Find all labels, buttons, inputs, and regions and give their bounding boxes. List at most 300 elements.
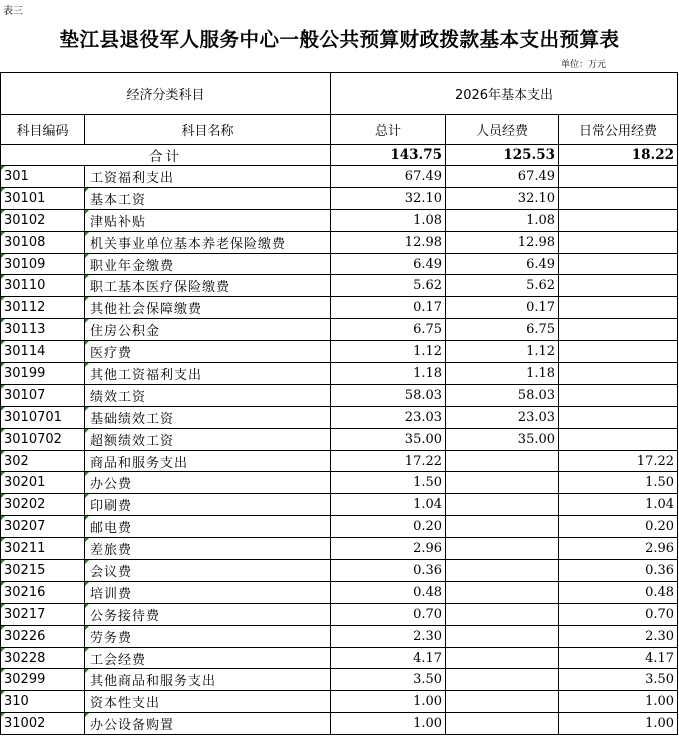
subject-name-cell <box>85 253 331 275</box>
subject-name-cell-text: 其他社会保障缴费 <box>90 302 203 318</box>
public-cell-text: 0.36 <box>645 562 675 578</box>
subject-code-cell-text: 30217 <box>4 606 46 622</box>
personnel-cell <box>446 625 559 647</box>
subject-code-cell-text: 30113 <box>4 322 46 338</box>
cell-marker-icon <box>1 560 5 564</box>
cell-marker-icon <box>1 604 5 608</box>
header-subject-code: 科目编码 <box>1 115 85 145</box>
public-cell-text: 1.04 <box>645 497 675 513</box>
public-cell-text: 1.00 <box>645 716 675 732</box>
public-cell <box>559 494 678 516</box>
total-cell-text: 4.17 <box>413 650 443 666</box>
personnel-cell <box>446 516 559 538</box>
personnel-cell <box>446 187 559 209</box>
subject-name-cell <box>85 560 331 582</box>
public-cell <box>559 560 678 582</box>
public-cell <box>559 669 678 691</box>
public-cell <box>559 538 678 560</box>
subject-name-cell-text: 差旅费 <box>90 543 133 559</box>
subject-code-cell <box>1 516 85 538</box>
public-cell <box>559 713 678 735</box>
public-cell <box>559 428 678 450</box>
subject-name-cell-text: 邮电费 <box>90 521 133 537</box>
total-amount: 143.75 <box>331 145 446 166</box>
total-cell-text: 67.49 <box>404 168 443 184</box>
personnel-cell <box>446 494 559 516</box>
subject-code-cell <box>1 319 85 341</box>
subject-name-cell-text: 住房公积金 <box>90 324 161 340</box>
total-cell <box>331 450 446 472</box>
cell-marker-icon <box>1 341 5 345</box>
subject-name-cell <box>85 428 331 450</box>
total-cell <box>331 275 446 297</box>
personnel-cell <box>446 669 559 691</box>
subject-code-cell-text: 30114 <box>4 344 46 360</box>
total-cell-text: 5.62 <box>413 278 443 294</box>
table-row <box>1 538 678 560</box>
personnel-cell-text: 32.10 <box>517 190 556 206</box>
total-cell <box>331 209 446 231</box>
total-cell-text: 0.48 <box>413 584 443 600</box>
cell-marker-icon <box>1 275 5 279</box>
subject-name-cell-text: 超额绩效工资 <box>90 433 175 449</box>
total-row <box>1 145 678 166</box>
table-row <box>1 625 678 647</box>
subject-code-cell <box>1 581 85 603</box>
subject-code-cell <box>1 275 85 297</box>
subject-name-cell <box>85 494 331 516</box>
total-cell-text: 1.04 <box>413 497 443 513</box>
subject-name-cell <box>85 516 331 538</box>
header-personnel: 人员经费 <box>446 115 559 145</box>
subject-name-cell-text: 机关事业单位基本养老保险缴费 <box>90 236 287 252</box>
subject-code-cell-text: 30112 <box>4 300 46 316</box>
personnel-cell-text: 1.18 <box>526 365 556 381</box>
subject-name-cell <box>85 275 331 297</box>
cell-marker-icon <box>1 691 5 695</box>
cell-marker-icon <box>85 648 89 652</box>
public-cell <box>559 231 678 253</box>
subject-code-cell <box>1 560 85 582</box>
public-cell-text: 3.50 <box>645 672 675 688</box>
public-cell <box>559 647 678 669</box>
total-cell <box>331 472 446 494</box>
personnel-cell <box>446 209 559 231</box>
public-cell-text: 0.48 <box>645 584 675 600</box>
header-public: 日常公用经费 <box>559 115 678 145</box>
total-cell-text: 2.30 <box>413 628 443 644</box>
subject-name-cell <box>85 187 331 209</box>
total-cell-text: 1.50 <box>413 475 443 491</box>
cell-marker-icon <box>85 713 89 717</box>
subject-code-cell-text: 302 <box>4 453 29 469</box>
public-cell-text: 1.50 <box>645 475 675 491</box>
public-cell <box>559 450 678 472</box>
cell-marker-icon <box>1 363 5 367</box>
header-basic-expenditure: 2026年基本支出 <box>331 73 678 115</box>
total-cell-text: 1.18 <box>413 365 443 381</box>
total-cell <box>331 253 446 275</box>
total-cell-text: 1.08 <box>413 212 443 228</box>
subject-name-cell-text: 资本性支出 <box>90 696 161 712</box>
subject-code-cell-text: 30102 <box>4 212 46 228</box>
personnel-cell-text: 23.03 <box>517 409 556 425</box>
subject-name-cell-text: 劳务费 <box>90 630 133 646</box>
subject-code-cell <box>1 406 85 428</box>
table-row <box>1 713 678 735</box>
total-cell-text: 3.50 <box>413 672 443 688</box>
total-cell <box>331 319 446 341</box>
table-row <box>1 603 678 625</box>
public-cell <box>559 691 678 713</box>
personnel-cell <box>446 713 559 735</box>
public-cell-text: 2.96 <box>645 541 675 557</box>
table-row <box>1 406 678 428</box>
table-row <box>1 319 678 341</box>
total-cell-text: 0.70 <box>413 606 443 622</box>
cell-marker-icon <box>85 516 89 520</box>
personnel-cell <box>446 603 559 625</box>
header-subject-name: 科目名称 <box>85 115 331 145</box>
personnel-cell-text: 0.17 <box>526 300 556 316</box>
personnel-cell <box>446 538 559 560</box>
cell-marker-icon <box>1 429 5 433</box>
subject-code-cell-text: 30109 <box>4 256 46 272</box>
subject-name-cell-text: 工会经费 <box>90 652 147 668</box>
subject-name-cell <box>85 603 331 625</box>
personnel-cell <box>446 319 559 341</box>
subject-code-cell <box>1 647 85 669</box>
total-cell <box>331 231 446 253</box>
public-cell <box>559 516 678 538</box>
total-cell <box>331 647 446 669</box>
personnel-cell-text: 6.49 <box>526 256 556 272</box>
table-row <box>1 209 678 231</box>
subject-name-cell <box>85 209 331 231</box>
subject-name-cell <box>85 538 331 560</box>
cell-marker-icon <box>85 188 89 192</box>
table-row <box>1 472 678 494</box>
cell-marker-icon <box>85 254 89 258</box>
cell-marker-icon <box>1 210 5 214</box>
personnel-cell <box>446 341 559 363</box>
cell-marker-icon <box>1 297 5 301</box>
subject-code-cell <box>1 603 85 625</box>
table-tag: 表三 <box>3 6 23 17</box>
cell-marker-icon <box>1 188 5 192</box>
cell-marker-icon <box>1 538 5 542</box>
cell-marker-icon <box>85 429 89 433</box>
subject-code-cell-text: 30216 <box>4 584 46 600</box>
subject-name-cell <box>85 363 331 385</box>
subject-name-cell <box>85 647 331 669</box>
cell-marker-icon <box>1 407 5 411</box>
cell-marker-icon <box>1 626 5 630</box>
personnel-cell <box>446 363 559 385</box>
subject-code-cell <box>1 209 85 231</box>
cell-marker-icon <box>85 275 89 279</box>
cell-marker-icon <box>85 407 89 411</box>
subject-code-cell <box>1 297 85 319</box>
cell-marker-icon <box>1 385 5 389</box>
table-row <box>1 516 678 538</box>
total-cell-text: 12.98 <box>404 234 443 250</box>
header-total: 总计 <box>331 115 446 145</box>
table-row <box>1 494 678 516</box>
subject-name-cell-text: 培训费 <box>90 586 133 602</box>
total-cell-text: 0.36 <box>413 562 443 578</box>
public-cell <box>559 603 678 625</box>
subject-name-cell <box>85 384 331 406</box>
personnel-cell <box>446 231 559 253</box>
cell-marker-icon <box>1 494 5 498</box>
table-row <box>1 560 678 582</box>
subject-name-cell <box>85 691 331 713</box>
personnel-cell <box>446 450 559 472</box>
cell-marker-icon <box>1 254 5 258</box>
total-cell-text: 1.12 <box>413 344 443 360</box>
public-cell <box>559 363 678 385</box>
table-row <box>1 669 678 691</box>
subject-name-cell-text: 公务接待费 <box>90 608 161 624</box>
table-row <box>1 166 678 188</box>
subject-name-cell-text: 津贴补贴 <box>90 214 147 230</box>
cell-marker-icon <box>85 210 89 214</box>
table-row <box>1 341 678 363</box>
subject-name-cell-text: 会议费 <box>90 564 133 580</box>
table-row <box>1 275 678 297</box>
personnel-cell <box>446 384 559 406</box>
subject-name-cell-text: 商品和服务支出 <box>90 455 189 471</box>
subject-code-cell <box>1 713 85 735</box>
subject-name-cell-text: 其他工资福利支出 <box>90 367 203 383</box>
cell-marker-icon <box>85 582 89 586</box>
subject-code-cell-text: 30199 <box>4 365 46 381</box>
budget-table <box>0 72 678 735</box>
subject-name-cell <box>85 166 331 188</box>
subject-code-cell-text: 30299 <box>4 672 46 688</box>
subject-name-cell <box>85 581 331 603</box>
table-row <box>1 384 678 406</box>
cell-marker-icon <box>85 232 89 236</box>
subject-name-cell-text: 其他商品和服务支出 <box>90 674 217 690</box>
personnel-cell-text: 5.62 <box>526 278 556 294</box>
cell-marker-icon <box>1 472 5 476</box>
header-economic-classification: 经济分类科目 <box>1 73 331 115</box>
table-row <box>1 428 678 450</box>
cell-marker-icon <box>1 516 5 520</box>
subject-name-cell <box>85 625 331 647</box>
subject-code-cell-text: 30211 <box>4 541 46 557</box>
subject-code-cell <box>1 450 85 472</box>
subject-code-cell-text: 30228 <box>4 650 46 666</box>
total-cell <box>331 166 446 188</box>
cell-marker-icon <box>85 494 89 498</box>
total-cell-text: 6.75 <box>413 322 443 338</box>
total-cell <box>331 494 446 516</box>
table-row <box>1 647 678 669</box>
subject-name-cell-text: 医疗费 <box>90 346 133 362</box>
subject-name-cell-text: 办公设备购置 <box>90 718 175 734</box>
cell-marker-icon <box>1 451 5 455</box>
subject-code-cell-text: 30201 <box>4 475 46 491</box>
personnel-cell <box>446 691 559 713</box>
table-row <box>1 297 678 319</box>
subject-code-cell <box>1 341 85 363</box>
subject-code-cell <box>1 166 85 188</box>
subject-name-cell-text: 工资福利支出 <box>90 170 175 186</box>
public-cell <box>559 406 678 428</box>
public-cell-text: 17.22 <box>636 453 675 469</box>
personnel-cell-text: 35.00 <box>517 431 556 447</box>
table-row <box>1 231 678 253</box>
personnel-cell-text: 67.49 <box>517 168 556 184</box>
subject-code-cell-text: 30207 <box>4 519 46 535</box>
subject-name-cell <box>85 450 331 472</box>
cell-marker-icon <box>1 582 5 586</box>
table-row <box>1 450 678 472</box>
subject-code-cell <box>1 538 85 560</box>
total-cell <box>331 581 446 603</box>
subject-code-cell <box>1 691 85 713</box>
subject-code-cell <box>1 231 85 253</box>
subject-code-cell <box>1 669 85 691</box>
subject-code-cell-text: 31002 <box>4 716 46 732</box>
personnel-cell <box>446 581 559 603</box>
subject-code-cell <box>1 428 85 450</box>
public-cell <box>559 209 678 231</box>
public-cell <box>559 166 678 188</box>
subject-name-cell-text: 基础绩效工资 <box>90 411 175 427</box>
subject-name-cell-text: 绩效工资 <box>90 389 147 405</box>
total-cell <box>331 428 446 450</box>
subject-name-cell <box>85 319 331 341</box>
cell-marker-icon <box>1 648 5 652</box>
cell-marker-icon <box>1 319 5 323</box>
public-cell-text: 1.00 <box>645 694 675 710</box>
subject-code-cell-text: 30110 <box>4 278 46 294</box>
cell-marker-icon <box>85 626 89 630</box>
total-personnel: 125.53 <box>446 145 559 166</box>
total-cell-text: 2.96 <box>413 541 443 557</box>
personnel-cell <box>446 428 559 450</box>
subject-code-cell-text: 30101 <box>4 190 46 206</box>
cell-marker-icon <box>85 341 89 345</box>
total-public: 18.22 <box>559 145 678 166</box>
subject-name-cell-text: 职工基本医疗保险缴费 <box>90 280 231 296</box>
unit-label: 单位：万元 <box>561 60 607 70</box>
subject-code-cell-text: 30108 <box>4 234 46 250</box>
public-cell <box>559 297 678 319</box>
table-row <box>1 691 678 713</box>
total-cell <box>331 713 446 735</box>
cell-marker-icon <box>1 166 5 170</box>
total-cell-text: 35.00 <box>404 431 443 447</box>
subject-code-cell <box>1 472 85 494</box>
subject-name-cell-text: 办公费 <box>90 477 133 493</box>
table-row <box>1 253 678 275</box>
subject-code-cell-text: 310 <box>4 694 29 710</box>
cell-marker-icon <box>85 604 89 608</box>
public-cell <box>559 187 678 209</box>
public-cell-text: 4.17 <box>645 650 675 666</box>
subject-code-cell <box>1 363 85 385</box>
subject-name-cell <box>85 231 331 253</box>
subject-code-cell <box>1 253 85 275</box>
subject-name-cell-text: 职业年金缴费 <box>90 258 175 274</box>
cell-marker-icon <box>85 319 89 323</box>
subject-code-cell <box>1 384 85 406</box>
total-cell-text: 32.10 <box>404 190 443 206</box>
total-cell <box>331 560 446 582</box>
subject-name-cell <box>85 406 331 428</box>
subject-name-cell <box>85 341 331 363</box>
subject-code-cell-text: 30215 <box>4 562 46 578</box>
table-row <box>1 187 678 209</box>
total-cell <box>331 406 446 428</box>
total-cell-text: 1.00 <box>413 694 443 710</box>
cell-marker-icon <box>85 363 89 367</box>
total-cell <box>331 363 446 385</box>
total-cell <box>331 669 446 691</box>
cell-marker-icon <box>1 232 5 236</box>
subject-name-cell <box>85 713 331 735</box>
cell-marker-icon <box>85 669 89 673</box>
subject-code-cell-text: 301 <box>4 168 29 184</box>
personnel-cell <box>446 472 559 494</box>
public-cell <box>559 253 678 275</box>
personnel-cell-text: 58.03 <box>517 387 556 403</box>
public-cell <box>559 625 678 647</box>
subject-code-cell-text: 30202 <box>4 497 46 513</box>
total-cell-text: 58.03 <box>404 387 443 403</box>
subject-code-cell-text: 30107 <box>4 387 46 403</box>
total-cell <box>331 297 446 319</box>
public-cell-text: 0.70 <box>645 606 675 622</box>
cell-marker-icon <box>85 297 89 301</box>
total-cell <box>331 187 446 209</box>
total-cell-text: 1.00 <box>413 716 443 732</box>
public-cell-text: 0.20 <box>645 519 675 535</box>
public-cell-text: 2.30 <box>645 628 675 644</box>
subject-code-cell-text: 30226 <box>4 628 46 644</box>
public-cell <box>559 472 678 494</box>
cell-marker-icon <box>1 713 5 717</box>
subject-name-cell <box>85 472 331 494</box>
total-cell-text: 6.49 <box>413 256 443 272</box>
total-cell-text: 23.03 <box>404 409 443 425</box>
total-cell <box>331 516 446 538</box>
public-cell <box>559 341 678 363</box>
subject-code-cell <box>1 625 85 647</box>
personnel-cell-text: 12.98 <box>517 234 556 250</box>
personnel-cell <box>446 406 559 428</box>
subject-name-cell <box>85 297 331 319</box>
subject-name-cell-text: 印刷费 <box>90 499 133 515</box>
personnel-cell-text: 6.75 <box>526 322 556 338</box>
cell-marker-icon <box>85 538 89 542</box>
personnel-cell <box>446 275 559 297</box>
personnel-cell <box>446 297 559 319</box>
subject-name-cell-text: 基本工资 <box>90 192 147 208</box>
subject-code-cell-text: 3010702 <box>4 431 62 447</box>
subject-code-cell <box>1 187 85 209</box>
personnel-cell <box>446 253 559 275</box>
total-cell <box>331 625 446 647</box>
cell-marker-icon <box>1 669 5 673</box>
total-cell <box>331 384 446 406</box>
total-cell-text: 0.17 <box>413 300 443 316</box>
